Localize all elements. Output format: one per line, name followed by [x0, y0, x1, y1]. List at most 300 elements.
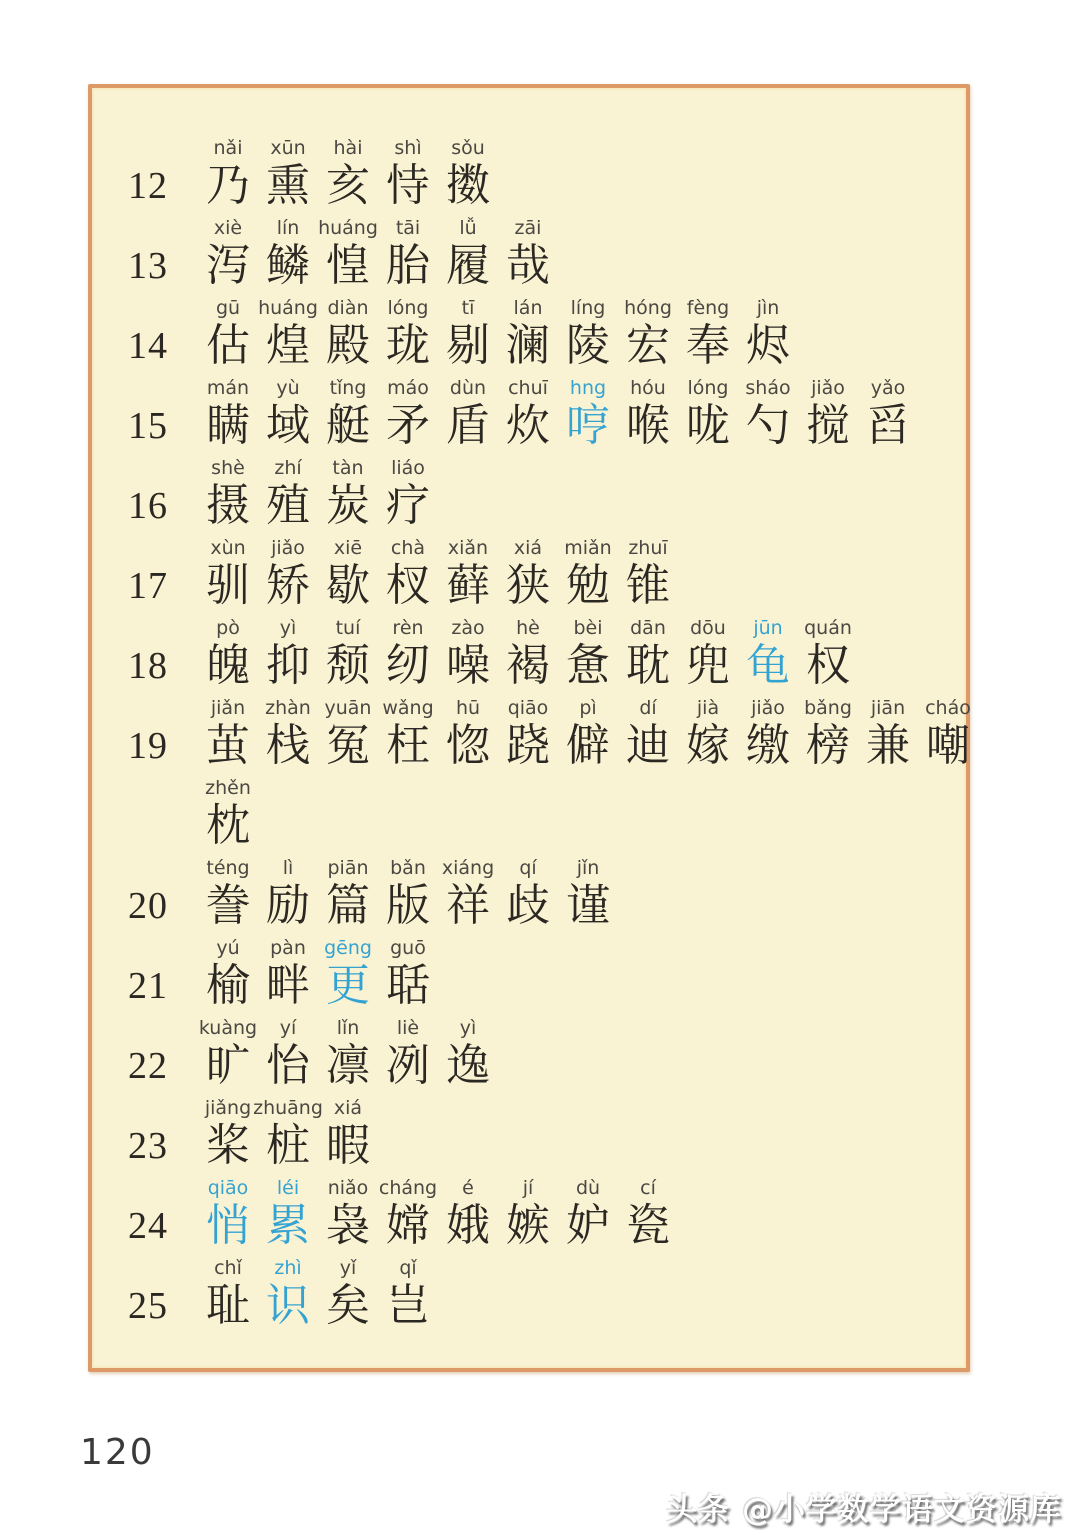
hanzi-character: 聒: [386, 961, 430, 1010]
pinyin-label: wǎng: [382, 697, 434, 719]
pinyin-label: fèng: [686, 297, 730, 319]
hanzi-character: 褐: [506, 641, 550, 690]
character-entry: [438, 536, 498, 612]
character-entry: [438, 1016, 498, 1092]
pinyin-label: lǚ: [459, 217, 477, 239]
pinyin-label: jià: [696, 697, 720, 719]
pinyin-label: zhàn: [265, 697, 311, 719]
pinyin-label: yuān: [324, 697, 372, 719]
hanzi-character: 魄: [206, 641, 250, 690]
watermark: 头条 @小学数学语文资源库: [666, 1492, 1062, 1528]
hanzi-character: 榜: [806, 721, 850, 770]
pinyin-label: xiǎn: [447, 537, 489, 559]
pinyin-label: yǎo: [870, 377, 906, 399]
pinyin-label: lóng: [687, 377, 729, 399]
pinyin-label: dùn: [449, 377, 487, 399]
hanzi-character: 桨: [206, 1121, 250, 1170]
pinyin-label: hóu: [630, 377, 666, 399]
character-entry: [738, 616, 798, 692]
hanzi-character: 哉: [506, 241, 550, 290]
pinyin-label: jiān: [870, 697, 906, 719]
character-entry: [618, 376, 678, 452]
hanzi-character: 域: [266, 401, 310, 450]
hanzi-character: 枕: [206, 801, 250, 850]
pinyin-label: cí: [640, 1177, 656, 1199]
hanzi-character: 桩: [266, 1121, 310, 1170]
pinyin-label: shì: [394, 137, 422, 159]
hanzi-character: 履: [446, 241, 490, 290]
character-entry: [198, 1016, 258, 1092]
pinyin-label: xūn: [270, 137, 306, 159]
character-entry: [558, 1176, 618, 1252]
hanzi-character: 兜: [686, 641, 730, 690]
pinyin-label: xiáng: [441, 857, 495, 879]
character-entry: [438, 136, 498, 212]
character-entry: [378, 136, 438, 212]
pinyin-label: pì: [579, 697, 597, 719]
pinyin-label: zāi: [514, 217, 542, 239]
pinyin-label: máo: [387, 377, 429, 399]
pinyin-label: xiē: [333, 537, 363, 559]
pinyin-label: piān: [327, 857, 369, 879]
entry-group: [198, 1256, 438, 1332]
pinyin-label: chǐ: [214, 1257, 242, 1279]
character-entry: [558, 296, 618, 372]
hanzi-character: 勉: [566, 561, 610, 610]
hanzi-character: 珑: [386, 321, 430, 370]
character-entry: [438, 296, 498, 372]
character-entry: [558, 536, 618, 612]
hanzi-character: 烬: [746, 321, 790, 370]
character-entry: [498, 696, 558, 772]
pinyin-label: zào: [451, 617, 485, 639]
pinyin-label: guō: [390, 937, 426, 959]
character-entry: [378, 856, 438, 932]
character-entry: [858, 696, 918, 772]
pinyin-label: tī: [461, 297, 475, 319]
character-entry: [558, 376, 618, 452]
hanzi-character: 嫦: [386, 1201, 430, 1250]
pinyin-label: quán: [804, 617, 852, 639]
character-entry: [198, 696, 258, 772]
pinyin-label: bǎng: [804, 697, 852, 719]
character-entry: [378, 1016, 438, 1092]
entry-group: [198, 1016, 498, 1092]
character-entry: [618, 296, 678, 372]
pinyin-label: hū: [455, 697, 481, 719]
pinyin-label: yǐ: [339, 1257, 357, 1279]
row-number: 24: [128, 1205, 168, 1247]
hanzi-character: 炭: [326, 481, 370, 530]
character-entry: [558, 616, 618, 692]
pinyin-label: jìn: [756, 297, 780, 319]
pinyin-label: xiá: [513, 537, 543, 559]
pinyin-label: jiǎn: [210, 697, 246, 719]
pinyin-label: zhuī: [628, 537, 668, 559]
row-number: 22: [128, 1045, 168, 1087]
vocab-row: [128, 532, 958, 612]
hanzi-character: 鳞: [266, 241, 310, 290]
vocab-row: [128, 1092, 958, 1172]
hanzi-character: 殿: [326, 321, 370, 370]
pinyin-label: huáng: [318, 217, 378, 239]
hanzi-character: 噪: [446, 641, 490, 690]
page-frame: [88, 84, 970, 1372]
hanzi-character: 娥: [446, 1201, 490, 1250]
pinyin-label: liè: [396, 1017, 420, 1039]
character-entry: [318, 1096, 378, 1172]
character-entry: [258, 296, 318, 372]
hanzi-character: 擞: [446, 161, 490, 210]
hanzi-character: 凛: [326, 1041, 370, 1090]
character-entry: [318, 136, 378, 212]
hanzi-character: 颓: [326, 641, 370, 690]
pinyin-label: diàn: [327, 297, 369, 319]
character-entry: [198, 296, 258, 372]
hanzi-character: 僻: [566, 721, 610, 770]
character-entry: [438, 1176, 498, 1252]
pinyin-label: bèi: [573, 617, 603, 639]
hanzi-character: 怡: [266, 1041, 310, 1090]
pinyin-label: zhuāng: [253, 1097, 323, 1119]
hanzi-character: 茧: [206, 721, 250, 770]
character-entry: [198, 376, 258, 452]
character-entry: [198, 216, 258, 292]
pinyin-label: niǎo: [327, 1177, 369, 1199]
entry-group: [198, 296, 798, 372]
row-number: 18: [128, 645, 168, 687]
hanzi-character: 咙: [686, 401, 730, 450]
hanzi-character: 誊: [206, 881, 250, 930]
entry-group: [198, 936, 438, 1012]
row-number: 19: [128, 725, 168, 767]
pinyin-label: dí: [639, 697, 657, 719]
pinyin-label: lì: [282, 857, 294, 879]
character-entry: [198, 456, 258, 532]
pinyin-label: dōu: [690, 617, 726, 639]
hanzi-character: 矣: [326, 1281, 370, 1330]
pinyin-label: gēng: [324, 937, 372, 959]
hanzi-character: 袅: [326, 1201, 370, 1250]
pinyin-label: cháo: [925, 697, 971, 719]
hanzi-character: 煌: [266, 321, 310, 370]
hanzi-character: 识: [266, 1281, 310, 1330]
vocab-row: [128, 1252, 958, 1332]
character-entry: [198, 536, 258, 612]
character-entry: [318, 1256, 378, 1332]
character-list: [128, 132, 971, 1332]
hanzi-character: 兼: [866, 721, 910, 770]
pinyin-label: yì: [279, 617, 297, 639]
hanzi-character: 熏: [266, 161, 310, 210]
pinyin-label: miǎn: [564, 537, 612, 559]
pinyin-label: tàn: [332, 457, 364, 479]
hanzi-character: 纫: [386, 641, 430, 690]
hanzi-character: 藓: [446, 561, 490, 610]
pinyin-label: jiǎo: [811, 377, 845, 399]
character-entry: [498, 1176, 558, 1252]
character-entry: [378, 1256, 438, 1332]
character-entry: [858, 376, 918, 452]
hanzi-character: 宏: [626, 321, 670, 370]
pinyin-label: qǐ: [399, 1257, 417, 1279]
pinyin-label: téng: [206, 857, 250, 879]
hanzi-character: 剔: [446, 321, 490, 370]
row-number: 15: [128, 405, 168, 447]
character-entry: [318, 1176, 378, 1252]
pinyin-label: nǎi: [213, 137, 243, 159]
pinyin-label: mán: [206, 377, 250, 399]
pinyin-label: chà: [390, 537, 426, 559]
pinyin-label: yú: [216, 937, 240, 959]
pinyin-label: huáng: [258, 297, 318, 319]
hanzi-character: 嫉: [506, 1201, 550, 1250]
row-number: 14: [128, 325, 168, 367]
hanzi-character: 恃: [386, 161, 430, 210]
character-entry: [258, 536, 318, 612]
hanzi-character: 跷: [506, 721, 550, 770]
character-entry: [378, 296, 438, 372]
page-number: 120: [80, 1432, 155, 1473]
hanzi-character: 榆: [206, 961, 250, 1010]
character-entry: [378, 696, 438, 772]
character-entry: [378, 936, 438, 1012]
character-entry: [618, 536, 678, 612]
character-entry: [318, 936, 378, 1012]
character-entry: [378, 1176, 438, 1252]
pinyin-label: lǐn: [336, 1017, 360, 1039]
hanzi-character: 喉: [626, 401, 670, 450]
hanzi-character: 抑: [266, 641, 310, 690]
vocab-row: [128, 292, 958, 372]
hanzi-character: 估: [206, 321, 250, 370]
pinyin-label: zhí: [274, 457, 302, 479]
character-entry: [498, 856, 558, 932]
row-number: 20: [128, 885, 168, 927]
pinyin-label: pàn: [270, 937, 306, 959]
pinyin-label: pò: [216, 617, 240, 639]
pinyin-label: xùn: [210, 537, 246, 559]
vocab-row: [128, 452, 958, 532]
character-entry: [738, 376, 798, 452]
character-entry: [558, 696, 618, 772]
character-entry: [318, 456, 378, 532]
hanzi-character: 嫁: [686, 721, 730, 770]
character-entry: [198, 136, 258, 212]
row-number: 16: [128, 485, 168, 527]
hanzi-character: 瓷: [626, 1201, 670, 1250]
hanzi-character: 杈: [386, 561, 430, 610]
hanzi-character: 嘲: [926, 721, 970, 770]
pinyin-label: jiǎo: [271, 537, 305, 559]
hanzi-character: 陵: [566, 321, 610, 370]
hanzi-character: 迪: [626, 721, 670, 770]
entry-group: [198, 136, 498, 212]
character-entry: [498, 536, 558, 612]
pinyin-label: jūn: [753, 617, 783, 639]
character-entry: [618, 616, 678, 692]
character-entry: [498, 616, 558, 692]
pinyin-label: lán: [513, 297, 543, 319]
pinyin-label: chuī: [508, 377, 548, 399]
hanzi-character: 冽: [386, 1041, 430, 1090]
pinyin-label: qí: [519, 857, 537, 879]
character-entry: [678, 696, 738, 772]
character-entry: [198, 936, 258, 1012]
hanzi-character: 岂: [386, 1281, 430, 1330]
hanzi-character: 锥: [626, 561, 670, 610]
pinyin-label: kuàng: [198, 1017, 258, 1039]
hanzi-character: 枉: [386, 721, 430, 770]
pinyin-label: shè: [211, 457, 245, 479]
row-number: 17: [128, 565, 168, 607]
entry-group: [198, 776, 258, 852]
hanzi-character: 胎: [386, 241, 430, 290]
pinyin-label: hài: [333, 137, 363, 159]
row-number: 25: [128, 1285, 168, 1327]
entry-group: [198, 856, 618, 932]
character-entry: [318, 376, 378, 452]
hanzi-character: 盾: [446, 401, 490, 450]
pinyin-label: rèn: [392, 617, 424, 639]
hanzi-character: 殖: [266, 481, 310, 530]
pinyin-label: cháng: [378, 1177, 438, 1199]
hanzi-character: 惶: [326, 241, 370, 290]
character-entry: [258, 856, 318, 932]
hanzi-character: 畔: [266, 961, 310, 1010]
character-entry: [198, 1256, 258, 1332]
vocab-row: [128, 212, 958, 292]
character-entry: [318, 536, 378, 612]
character-entry: [558, 856, 618, 932]
character-entry: [378, 376, 438, 452]
character-entry: [258, 1256, 318, 1332]
character-entry: [258, 1016, 318, 1092]
hanzi-character: 歇: [326, 561, 370, 610]
vocab-row: [128, 692, 971, 772]
hanzi-character: 歧: [506, 881, 550, 930]
character-entry: [258, 1176, 318, 1252]
hanzi-character: 乃: [206, 161, 250, 210]
hanzi-character: 哼: [566, 401, 610, 450]
hanzi-character: 累: [266, 1201, 310, 1250]
pinyin-label: é: [462, 1177, 474, 1199]
hanzi-character: 勺: [746, 401, 790, 450]
hanzi-character: 惫: [566, 641, 610, 690]
hanzi-character: 缴: [746, 721, 790, 770]
character-entry: [258, 456, 318, 532]
pinyin-label: sǒu: [451, 137, 485, 159]
hanzi-character: 矫: [266, 561, 310, 610]
hanzi-character: 驯: [206, 561, 250, 610]
row-number: 21: [128, 965, 168, 1007]
hanzi-character: 耻: [206, 1281, 250, 1330]
character-entry: [738, 296, 798, 372]
character-entry: [318, 696, 378, 772]
pinyin-label: hóng: [624, 297, 672, 319]
hanzi-character: 冤: [326, 721, 370, 770]
hanzi-character: 妒: [566, 1201, 610, 1250]
hanzi-character: 摄: [206, 481, 250, 530]
pinyin-label: gū: [215, 297, 241, 319]
character-entry: [738, 696, 798, 772]
pinyin-label: yì: [459, 1017, 477, 1039]
entry-group: [198, 1176, 678, 1252]
character-entry: [258, 216, 318, 292]
entry-group: [198, 696, 978, 772]
pinyin-label: lín: [276, 217, 300, 239]
character-entry: [258, 936, 318, 1012]
pinyin-label: xiá: [333, 1097, 363, 1119]
hanzi-character: 逸: [446, 1041, 490, 1090]
hanzi-character: 暇: [326, 1121, 370, 1170]
hanzi-character: 耽: [626, 641, 670, 690]
hanzi-character: 权: [806, 641, 850, 690]
character-entry: [618, 696, 678, 772]
hanzi-character: 奉: [686, 321, 730, 370]
vocab-row: [128, 1172, 958, 1252]
hanzi-character: 艇: [326, 401, 370, 450]
pinyin-label: dù: [575, 1177, 601, 1199]
pinyin-label: hng: [569, 377, 607, 399]
character-entry: [678, 376, 738, 452]
character-entry: [378, 616, 438, 692]
hanzi-character: 龟: [746, 641, 790, 690]
entry-group: [198, 1096, 378, 1172]
character-entry: [378, 536, 438, 612]
hanzi-character: 亥: [326, 161, 370, 210]
character-entry: [198, 856, 258, 932]
row-number: 13: [128, 245, 168, 287]
character-entry: [258, 696, 318, 772]
pinyin-label: zhì: [274, 1257, 302, 1279]
pinyin-label: xiè: [213, 217, 243, 239]
pinyin-label: léi: [276, 1177, 300, 1199]
character-entry: [678, 296, 738, 372]
hanzi-character: 狭: [506, 561, 550, 610]
hanzi-character: 疗: [386, 481, 430, 530]
vocab-row-continuation: [128, 772, 958, 852]
hanzi-character: 谨: [566, 881, 610, 930]
character-entry: [378, 216, 438, 292]
vocab-row: [128, 1012, 958, 1092]
row-number: 12: [128, 165, 168, 207]
entry-group: [198, 536, 678, 612]
pinyin-label: líng: [570, 297, 606, 319]
character-entry: [438, 216, 498, 292]
hanzi-character: 旷: [206, 1041, 250, 1090]
character-entry: [318, 1016, 378, 1092]
character-entry: [498, 376, 558, 452]
pinyin-label: tuí: [335, 617, 361, 639]
pinyin-label: zhěn: [205, 777, 251, 799]
character-entry: [198, 1176, 258, 1252]
character-entry: [678, 616, 738, 692]
pinyin-label: tǐng: [329, 377, 367, 399]
character-entry: [258, 376, 318, 452]
hanzi-character: 篇: [326, 881, 370, 930]
hanzi-character: 栈: [266, 721, 310, 770]
character-entry: [618, 1176, 678, 1252]
character-entry: [253, 1096, 323, 1172]
entry-group: [198, 616, 858, 692]
hanzi-character: 搅: [806, 401, 850, 450]
character-entry: [498, 296, 558, 372]
hanzi-character: 祥: [446, 881, 490, 930]
character-entry: [438, 696, 498, 772]
hanzi-character: 励: [266, 881, 310, 930]
hanzi-character: 惚: [446, 721, 490, 770]
